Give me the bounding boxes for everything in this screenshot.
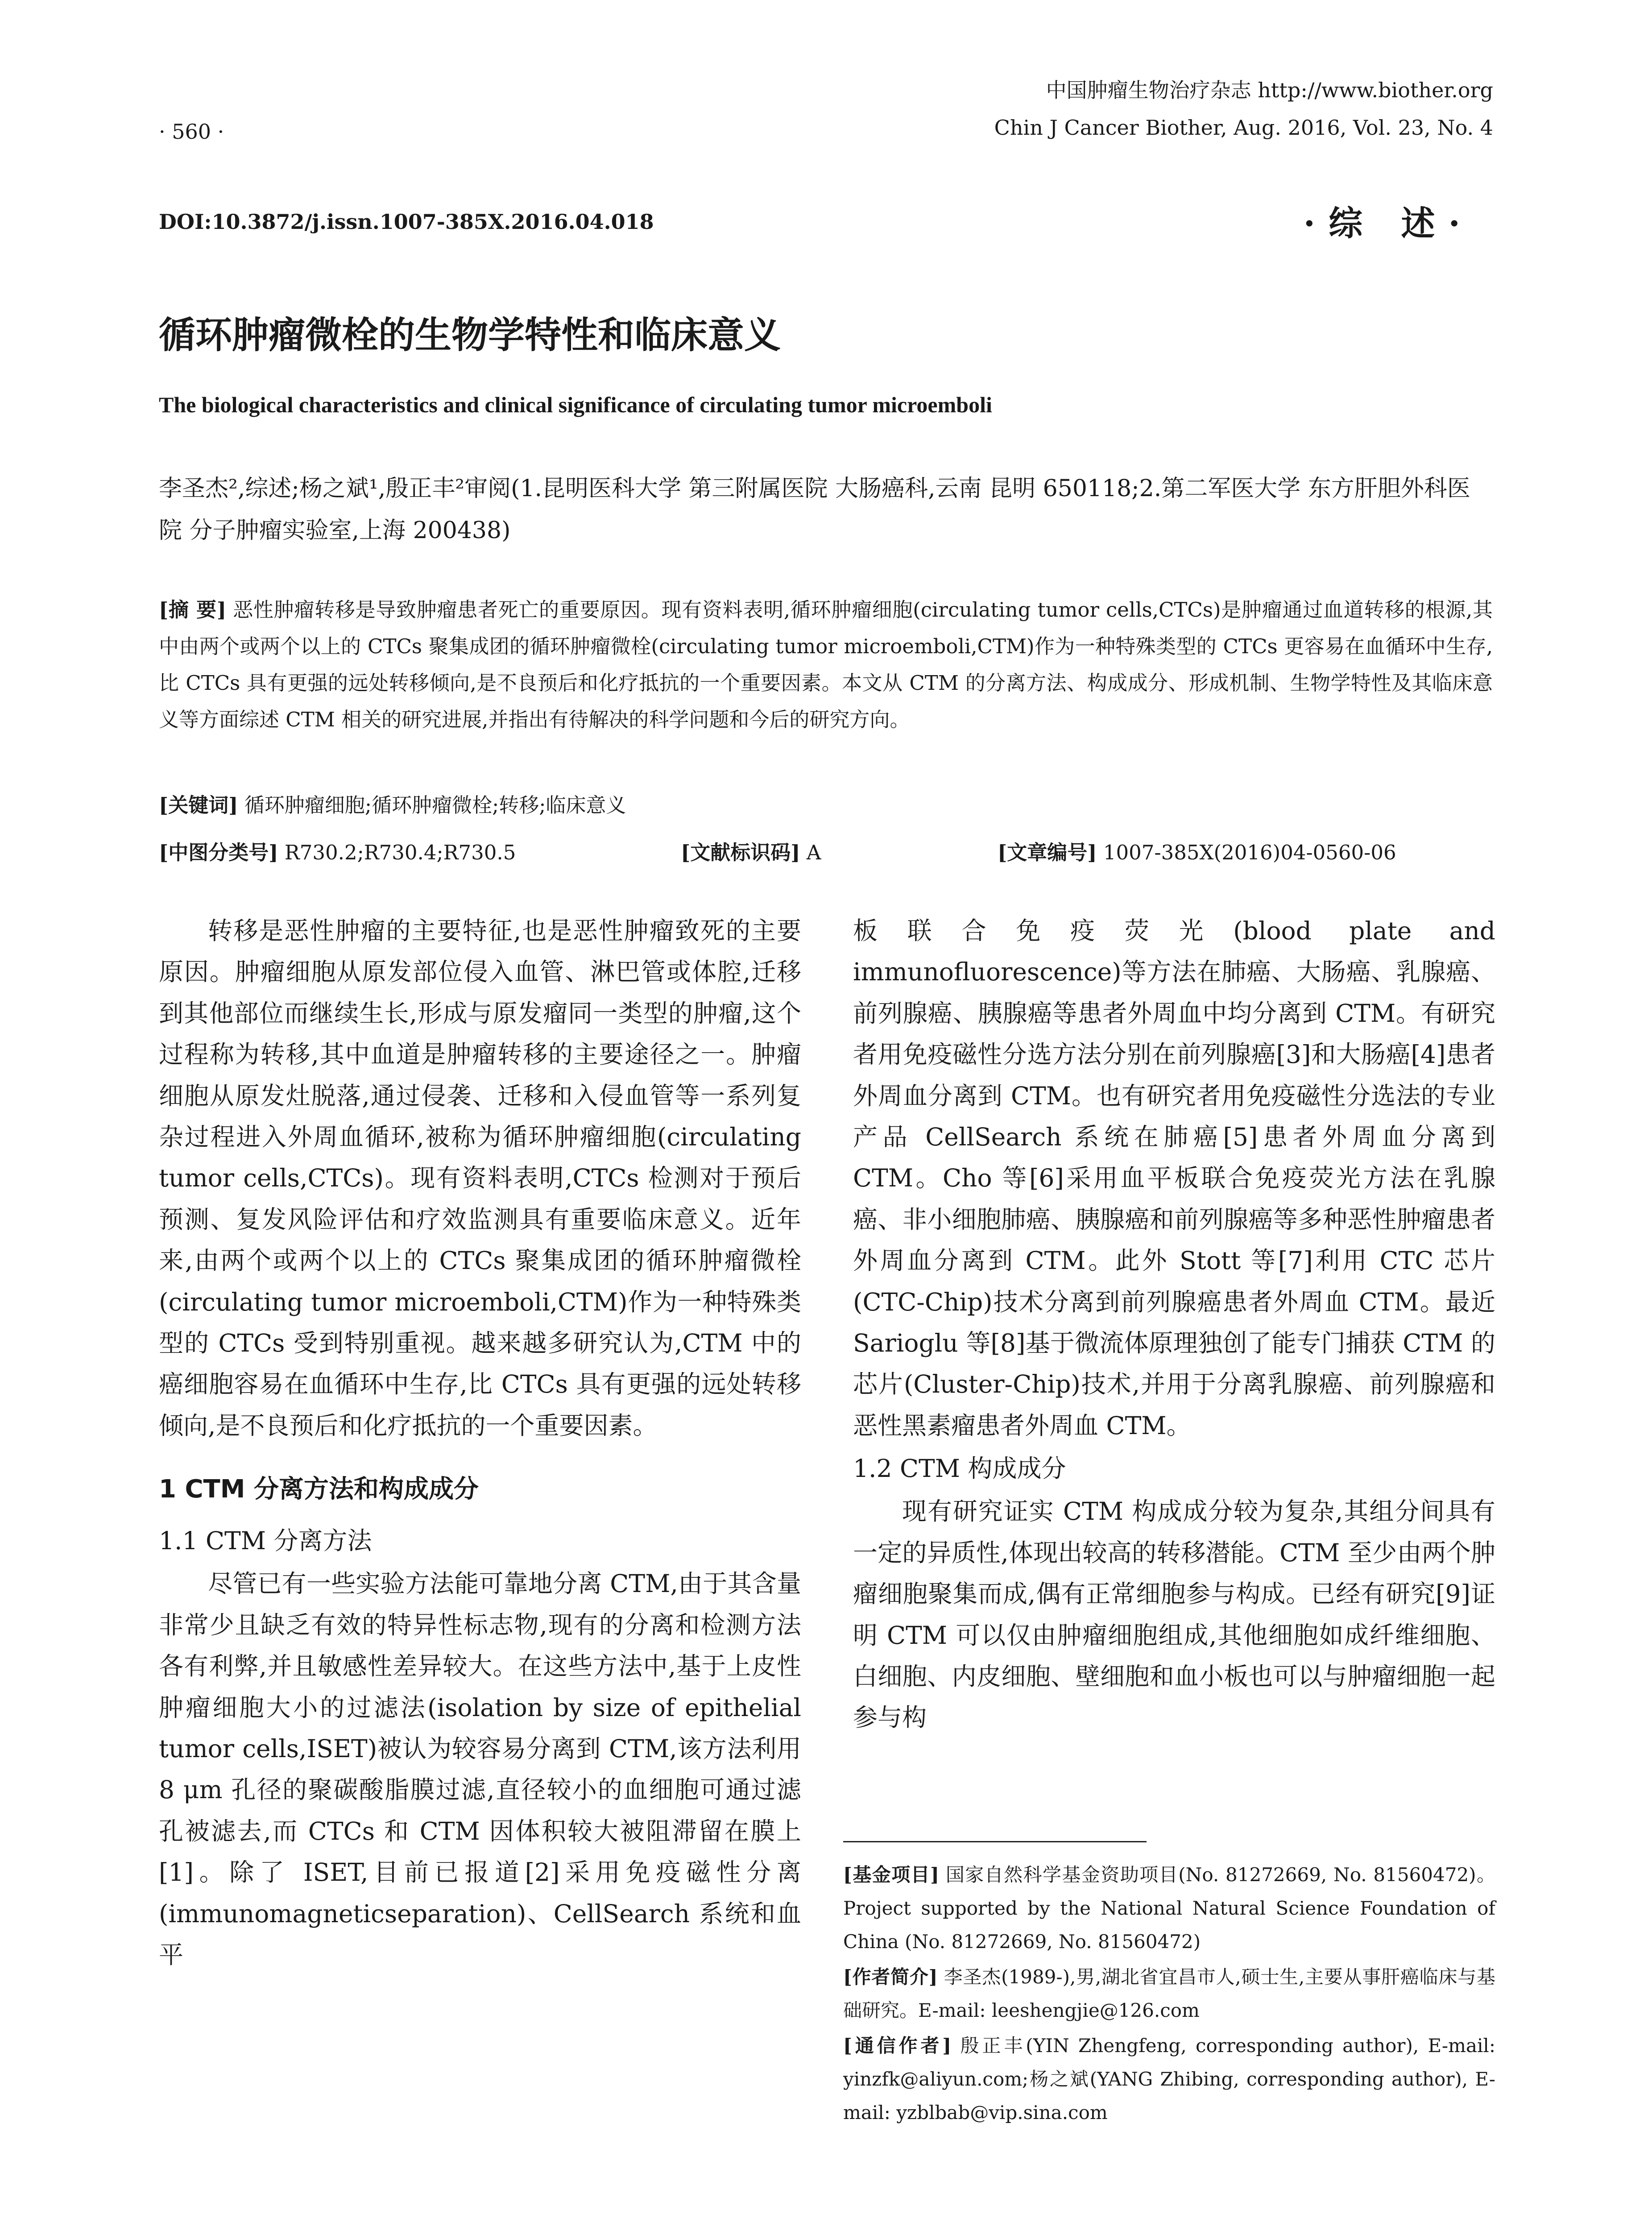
clc [159, 836, 516, 865]
fund-label: [基金项目] [843, 1864, 939, 1886]
keywords-text: 循环肿瘤细胞;循环肿瘤微栓;转移;临床意义 [244, 793, 626, 817]
footnotes [843, 1858, 1495, 2131]
clc-label: [中图分类号] [159, 841, 278, 864]
footnote-fund [843, 1858, 1495, 1958]
footnote-correspondence [843, 2029, 1495, 2129]
clc-value: R730.2;R730.4;R730.5 [284, 841, 516, 864]
subsection-heading-1-2: 1.2 CTM 构成成分 [853, 1454, 1066, 1483]
abstract-text: 恶性肿瘤转移是导致肿瘤患者死亡的重要原因。现有资料表明,循环肿瘤细胞(circulating tumor cells,CTCs)是肿瘤通过血道转移的根源,其中由两个或两个以上的 CTCs 聚集成团的循环肿瘤微栓(circulating tumor microemboli,CTM)作为一种特殊类型的 CTCs 更容易在血循环中生存,比 CTCs 具有更强的远处转移倾向,是不良预后和化疗抵抗的一个重要因素。本文从 CTM 的分离方法、构成成分、形成机制、生物学特性及其临床意义等方面综述 CTM 相关的研究进展,并指出有待解决的科学问题和今后的研究方向。 [159, 598, 1493, 731]
subsection-heading-1-1: 1.1 CTM 分离方法 [159, 1526, 372, 1555]
intro-paragraph: 转移是恶性肿瘤的主要特征,也是恶性肿瘤致死的主要原因。肿瘤细胞从原发部位侵入血管、淋巴管或体腔,迁移到其他部位而继续生长,形成与原发瘤同一类型的肿瘤,这个过程称为转移,其中血道是肿瘤转移的主要途径之一。肿瘤细胞从原发灶脱落,通过侵袭、迁移和入侵血管等一系列复杂过程进入外周血循环,被称为循环肿瘤细胞(circulating tumor cells,CTCs)。现有资料表明,CTCs 检测对于预后预测、复发风险评估和疗效监测具有重要临床意义。近年来,由两个或两个以上的 CTCs 聚集成团的循环肿瘤微栓(circulating tumor microemboli,CTM)作为一种特殊类型的 CTCs 受到特别重视。越来越多研究认为,CTM 中的癌细胞容易在血循环中生存,比 CTCs 具有更强的远处转移倾向,是不良预后和化疗抵抗的一个重要因素。 [159, 916, 801, 1440]
journal-cn: 中国肿瘤生物治疗杂志 http://www.biother.org [1046, 78, 1493, 102]
author-text: 李圣杰(1989-),男,湖北省宜昌市人,硕士生,主要从事肝癌临床与基础研究。E-mail: leeshengjie@126.com [843, 1966, 1496, 2021]
article-label: [文章编号] [998, 841, 1097, 864]
footnote-author [843, 1960, 1495, 2027]
author-label: [作者简介] [843, 1966, 938, 1988]
doc-label: [文献标识码] [681, 841, 800, 864]
abstract [159, 592, 1493, 738]
article-number [998, 836, 1396, 865]
doc-code [681, 836, 821, 865]
title-en: The biological characteristics and clinical significance of circulating tumor microemboli [159, 392, 992, 417]
doi: DOI:10.3872/j.issn.1007-385X.2016.04.018 [159, 210, 654, 234]
title-cn: 循环肿瘤微栓的生物学特性和临床意义 [159, 314, 781, 357]
journal-header [994, 71, 1493, 146]
right-column [853, 910, 1495, 1738]
footnote-rule [843, 1841, 1147, 1842]
authors: 李圣杰²,综述;杨之斌¹,殷正丰²审阅(1.昆明医科大学 第三附属医院 大肠癌科,云南 昆明 650118;2.第二军医大学 东方肝胆外科医院 分子肿瘤实验室,上海 200438) [159, 475, 1470, 544]
paragraph-1-1-cont: 板联合免疫荧光(blood plate and immunofluorescence)等方法在肺癌、大肠癌、乳腺癌、前列腺癌、胰腺癌等患者外周血中均分离到 CTM。有研究者用免疫磁性分选方法分别在前列腺癌[3]和大肠癌[4]患者外周血分离到 CTM。也有研究者用免疫磁性分选法的专业产品 CellSearch 系统在肺癌[5]患者外周血分离到 CTM。Cho 等[6]采用血平板联合免疫荧光方法在乳腺癌、非小细胞肺癌、胰腺癌和前列腺癌等多种恶性肿瘤患者外周血分离到 CTM。此外 Stott 等[7]利用 CTC 芯片(CTC-Chip)技术分离到前列腺癌患者外周血 CTM。最近 Sarioglu 等[8]基于微流体原理独创了能专门捕获 CTM 的芯片(Cluster-Chip)技术,并用于分离乳腺癌、前列腺癌和恶性黑素瘤患者外周血 CTM。 [853, 916, 1495, 1440]
corr-text: 殷正丰(YIN Zhengfeng, corresponding author), E-mail: yinzfk@aliyun.com;杨之斌(YANG Zhibing, corresponding author), E-mail: yzblbab@vip.sina.com [843, 2035, 1495, 2123]
doc-value: A [806, 841, 821, 864]
page-number: · 560 · [159, 120, 224, 144]
section-tag: ·综 述· [1303, 203, 1474, 243]
journal-en: Chin J Cancer Biother, Aug. 2016, Vol. 23, No. 4 [994, 116, 1493, 140]
section-heading-1: 1 CTM 分离方法和构成成分 [159, 1475, 479, 1504]
corr-label: [通信作者] [843, 2035, 952, 2057]
keywords [159, 789, 1493, 818]
abstract-label: [摘 要] [159, 598, 227, 622]
fund-text: 国家自然科学基金资助项目(No. 81272669, No. 81560472)。Project supported by the National Natural Science Foundation of China (No. 81272669, No. 81560472) [843, 1864, 1496, 1953]
paragraph-1-2: 现有研究证实 CTM 构成成分较为复杂,其组分间具有一定的异质性,体现出较高的转移潜能。CTM 至少由两个肿瘤细胞聚集而成,偶有正常细胞参与构成。已经有研究[9]证明 CTM 可以仅由肿瘤细胞组成,其他细胞如成纤维细胞、白细胞、内皮细胞、壁细胞和血小板也可以与肿瘤细胞一起参与构 [853, 1497, 1495, 1732]
article-value: 1007-385X(2016)04-0560-06 [1103, 841, 1396, 864]
keywords-label: [关键词] [159, 793, 238, 817]
left-column [159, 910, 801, 1975]
paragraph-1-1: 尽管已有一些实验方法能可靠地分离 CTM,由于其含量非常少且缺乏有效的特异性标志物,现有的分离和检测方法各有利弊,并且敏感性差异较大。在这些方法中,基于上皮性肿瘤细胞大小的过滤法(isolation by size of epithelial tumor cells,ISET)被认为较容易分离到 CTM,该方法利用 8 μm 孔径的聚碳酸脂膜过滤,直径较小的血细胞可通过滤孔被滤去,而 CTCs 和 CTM 因体积较大被阻滞留在膜上[1]。除了 ISET,目前已报道[2]采用免疫磁性分离(immunomagneticseparation)、CellSearch 系统和血平 [159, 1569, 801, 1969]
